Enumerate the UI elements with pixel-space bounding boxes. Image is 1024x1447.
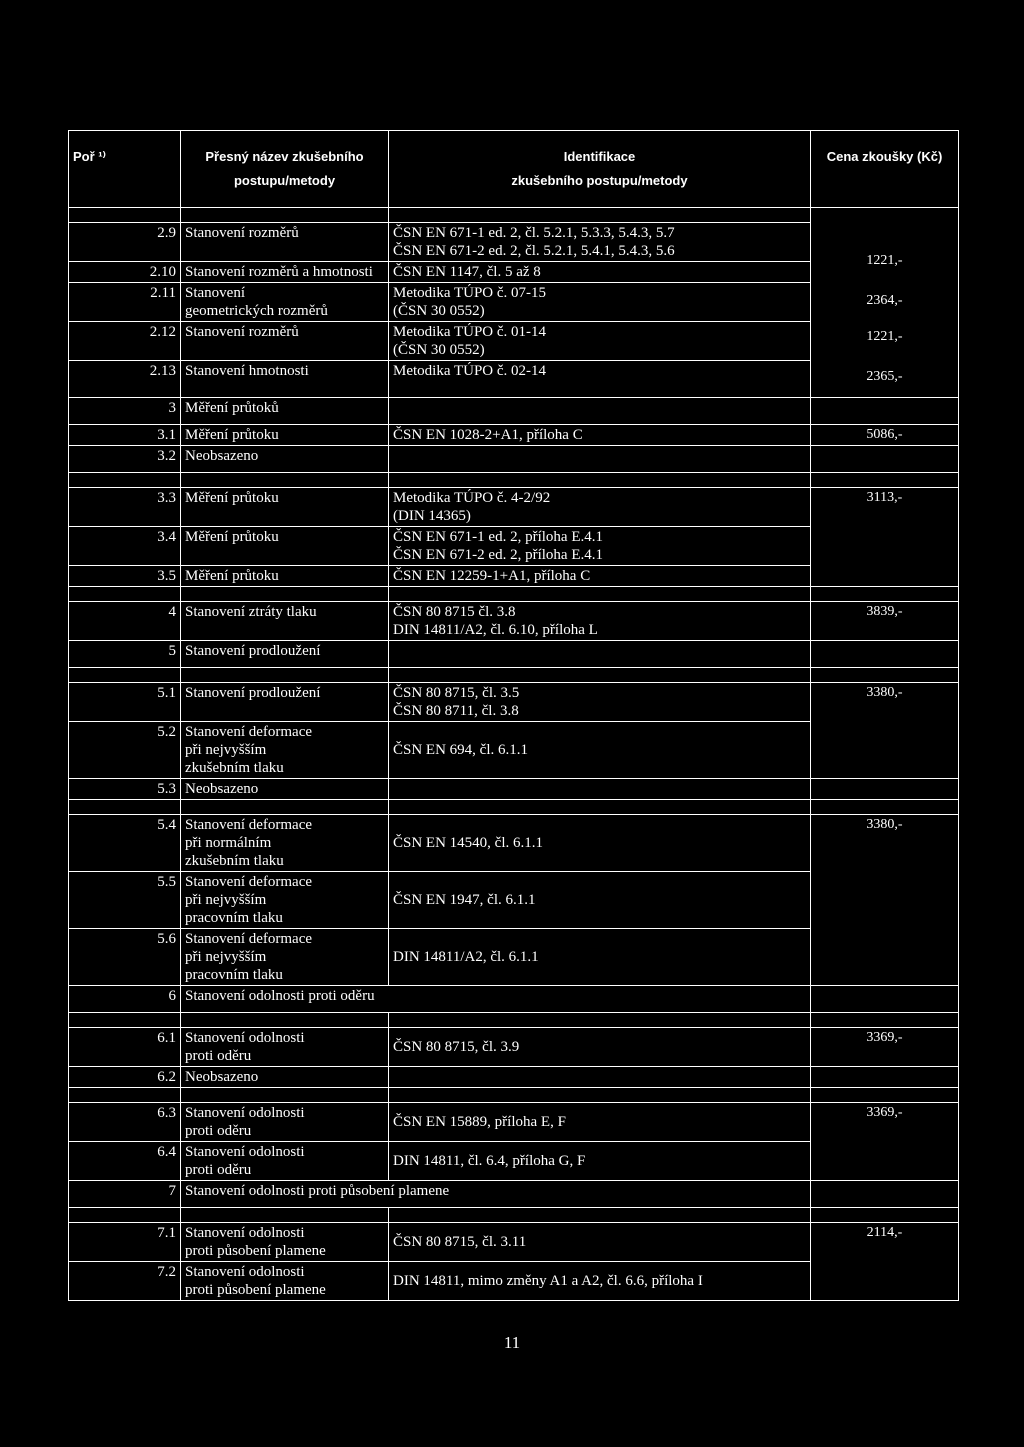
header-number: Poř ¹⁾ bbox=[69, 131, 181, 208]
table-row: 5.3 Neobsazeno bbox=[69, 779, 959, 800]
table-row: 3.2 Neobsazeno bbox=[69, 446, 959, 473]
header-price: Cena zkoušky (Kč) bbox=[811, 131, 959, 208]
table-row: 2.12 Stanovení rozměrů Metodika TÚPO č. 01-14 (ČSN 30 0552) bbox=[69, 322, 959, 361]
table-header-row bbox=[69, 131, 959, 208]
table-row: 2.9 Stanovení rozměrů ČSN EN 671-1 ed. 2, čl. 5.2.1, 5.3.3, 5.4.3, 5.7 ČSN EN 671-2 ed. 2, čl. 5.2.1, 5.4.1, 5.4.3, 5.6 bbox=[69, 223, 959, 262]
spacer-row bbox=[69, 668, 959, 683]
section-row: 4 Stanovení ztráty tlaku ČSN 80 8715 čl. 3.8 DIN 14811/A2, čl. 6.10, příloha L 3839,- bbox=[69, 602, 959, 641]
spacer-row bbox=[69, 208, 959, 223]
table-row: 2.13 Stanovení hmotnosti Metodika TÚPO č. 02-14 bbox=[69, 361, 959, 398]
table-row: 5.2 Stanovení deformace při nejvyšším zkušebním tlaku ČSN EN 694, čl. 6.1.1 bbox=[69, 722, 959, 779]
header-method-name: Přesný název zkušebního postupu/metody bbox=[181, 131, 389, 208]
section-row: 3 Měření průtoků bbox=[69, 398, 959, 425]
table-row: 3.4 Měření průtoku ČSN EN 671-1 ed. 2, příloha E.4.1 ČSN EN 671-2 ed. 2, příloha E.4.1 bbox=[69, 527, 959, 566]
table-row: 2.10 Stanovení rozměrů a hmotnosti ČSN EN 1147, čl. 5 až 8 bbox=[69, 262, 959, 283]
page-number: 11 bbox=[503, 1333, 521, 1352]
test-price-table bbox=[68, 130, 959, 1301]
section-row: 6 Stanovení odolnosti proti oděru bbox=[69, 986, 959, 1013]
table-row: 3.5 Měření průtoku ČSN EN 12259-1+A1, příloha C bbox=[69, 566, 959, 587]
spacer-row bbox=[69, 1088, 959, 1103]
spacer-row bbox=[69, 587, 959, 602]
table-row: 2.11 Stanovení geometrických rozměrů Metodika TÚPO č. 07-15 (ČSN 30 0552) bbox=[69, 283, 959, 322]
table-row: 6.2 Neobsazeno bbox=[69, 1067, 959, 1088]
table-row: 7.2 Stanovení odolnosti proti působení plamene DIN 14811, mimo změny A1 a A2, čl. 6.6, příloha I bbox=[69, 1262, 959, 1301]
section-row: 7 Stanovení odolnosti proti působení plamene bbox=[69, 1181, 959, 1208]
table-row: 7.1 Stanovení odolnosti proti působení plamene ČSN 80 8715, čl. 3.11 2114,- bbox=[69, 1223, 959, 1262]
section-row: 5 Stanovení prodloužení bbox=[69, 641, 959, 668]
table-row: 6.1 Stanovení odolnosti proti oděru ČSN 80 8715, čl. 3.9 3369,- bbox=[69, 1028, 959, 1067]
table-row: 3.1 Měření průtoku ČSN EN 1028-2+A1, příloha C 5086,- bbox=[69, 425, 959, 446]
table-row: 5.6 Stanovení deformace při nejvyšším pracovním tlaku DIN 14811/A2, čl. 6.1.1 bbox=[69, 929, 959, 986]
price-cell-2x: 1221,- 2364,- 1221,- 2365,- bbox=[811, 208, 959, 398]
table-row: 3.3 Měření průtoku Metodika TÚPO č. 4-2/92 (DIN 14365) 3113,- bbox=[69, 488, 959, 527]
spacer-row bbox=[69, 1208, 959, 1223]
spacer-row bbox=[69, 800, 959, 815]
spacer-row bbox=[69, 473, 959, 488]
table-row: 5.5 Stanovení deformace při nejvyšším pracovním tlaku ČSN EN 1947, čl. 6.1.1 bbox=[69, 872, 959, 929]
header-identification: Identifikace zkušebního postupu/metody bbox=[389, 131, 811, 208]
table-row: 6.3 Stanovení odolnosti proti oděru ČSN EN 15889, příloha E, F 3369,- bbox=[69, 1103, 959, 1142]
table-row: 5.1 Stanovení prodloužení ČSN 80 8715, čl. 3.5 ČSN 80 8711, čl. 3.8 3380,- bbox=[69, 683, 959, 722]
spacer-row bbox=[69, 1013, 959, 1028]
table-row: 5.4 Stanovení deformace při normálním zkušebním tlaku ČSN EN 14540, čl. 6.1.1 3380,- bbox=[69, 815, 959, 872]
table-row: 6.4 Stanovení odolnosti proti oděru DIN 14811, čl. 6.4, příloha G, F bbox=[69, 1142, 959, 1181]
